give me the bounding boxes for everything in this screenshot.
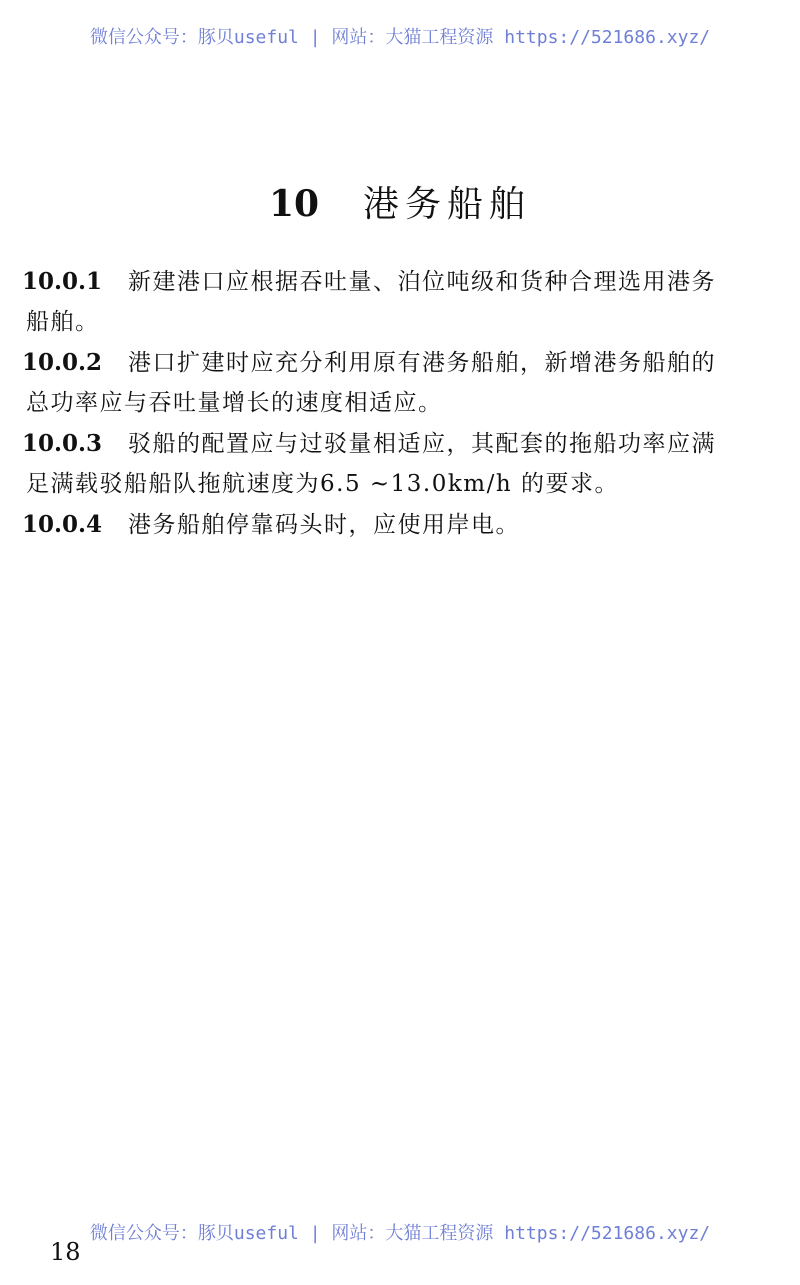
clause-10-0-2: [22, 343, 780, 423]
chapter-number: 10: [268, 183, 320, 225]
clause-number: 10.0.3: [22, 430, 103, 457]
watermark-bottom: 微信公众号：豚贝useful | 网站：大猫工程资源 https://521686.xyz/: [89, 1223, 711, 1244]
clause-text-line2: 足满载驳船船队拖航速度为6.5 ~13.0km/h 的要求。: [26, 471, 619, 497]
clause-number: 10.0.2: [22, 349, 103, 376]
clause-text-line2: 总功率应与吞吐量增长的速度相适应。: [26, 390, 443, 416]
clause-number: 10.0.1: [22, 268, 103, 295]
chapter-title: 港务船舶: [363, 184, 532, 225]
clause-text-line1: 港务船舶停靠码头时，应使用岸电。: [128, 512, 520, 538]
clause-text-line1: 港口扩建时应充分利用原有港务船舶，新增港务船舶的: [128, 350, 716, 376]
page-number: 18: [50, 1238, 81, 1266]
clause-10-0-3: [22, 424, 780, 504]
chapter-heading: [0, 178, 800, 231]
clause-number: 10.0.4: [22, 511, 103, 538]
clause-text-line2: 船舶。: [26, 309, 100, 335]
clause-10-0-4: [22, 505, 780, 545]
watermark-top: 微信公众号：豚贝useful | 网站：大猫工程资源 https://521686.xyz/: [89, 27, 711, 48]
clause-text-line1: 驳船的配置应与过驳量相适应，其配套的拖船功率应满: [128, 431, 716, 457]
clause-text-line1: 新建港口应根据吞吐量、泊位吨级和货种合理选用港务: [128, 269, 716, 295]
clause-10-0-1: [22, 262, 780, 342]
